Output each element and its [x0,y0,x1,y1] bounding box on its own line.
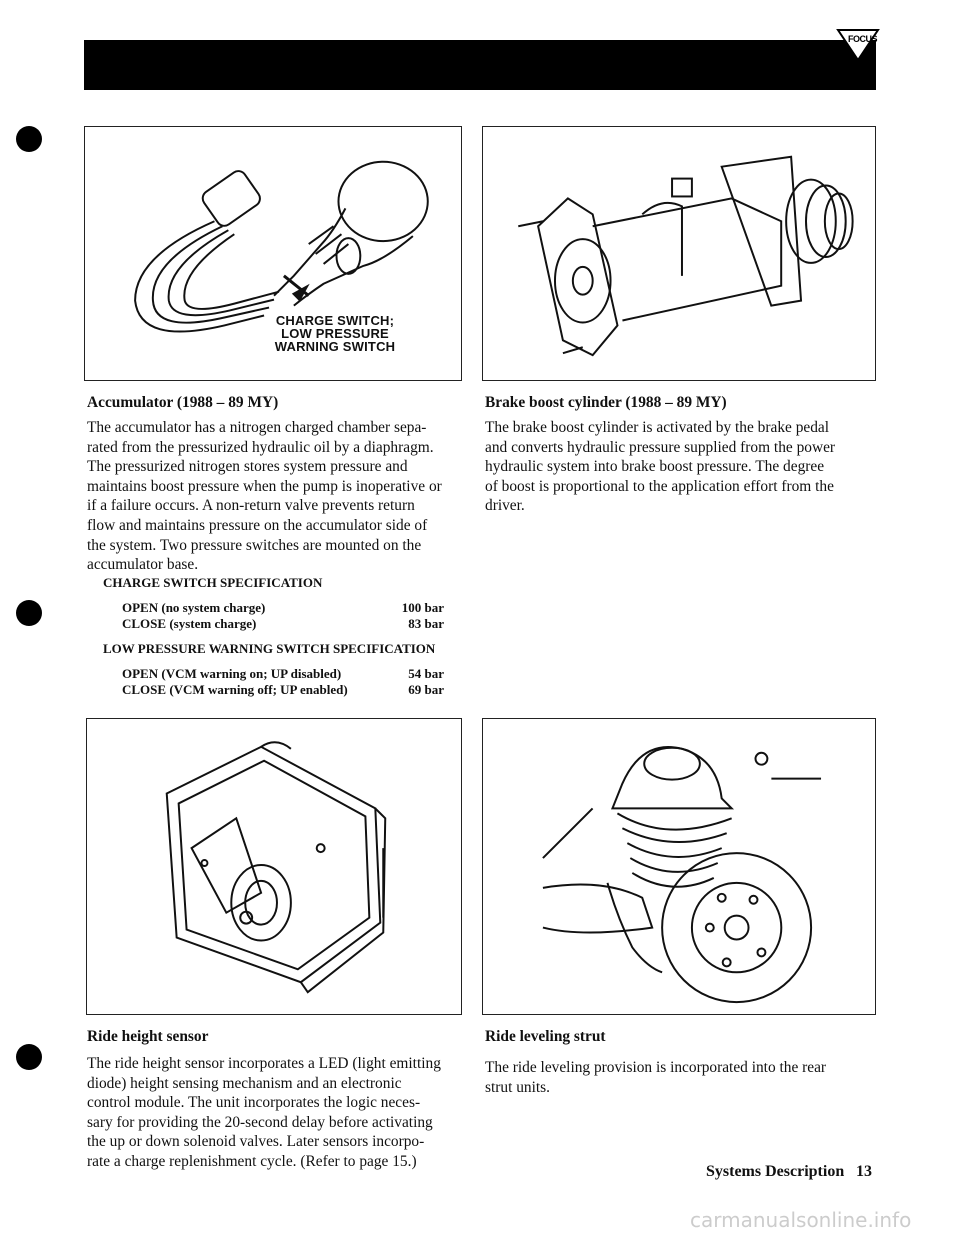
body-line: of boost is proportional to the application effort from the [485,477,834,495]
ride-leveling-heading: Ride leveling strut [485,1028,606,1045]
charge-spec-close-label: CLOSE (system charge) [122,616,257,631]
focus-logo-text: FOCUS [848,34,877,44]
brake-boost-illustration [483,127,875,380]
figure-ride-leveling-strut [482,718,876,1015]
charge-spec-close-value: 83 bar [408,616,444,631]
callout-line-3: WARNING SWITCH [274,339,396,354]
body-line: hydraulic system into brake boost pressure. The degree [485,458,825,476]
body-line: the up or down solenoid valves. Later sensors incorpo- [87,1133,425,1151]
charge-switch-spec-title: CHARGE SWITCH SPECIFICATION [103,575,323,590]
punch-hole-top [16,126,42,152]
brake-boost-body [485,418,880,516]
callout-line-2: LOW PRESSURE [281,326,389,341]
lowp-spec-close-value: 69 bar [408,682,444,697]
charge-spec-open-label: OPEN (no system charge) [122,600,266,615]
ride-height-body [87,1054,467,1172]
body-line: The ride leveling provision is incorporated into the rear [485,1059,827,1076]
figure-ride-height-sensor [86,718,462,1015]
body-line: flow and maintains pressure on the accumulator side of [87,516,428,534]
body-line: control module. The unit incorporates the logic neces- [87,1094,421,1112]
footer-section-title: Systems Description [706,1163,845,1180]
body-line: if a failure occurs. A non-return valve prevents return [87,497,415,515]
lowp-spec-open-label: OPEN (VCM warning on; UP disabled) [122,666,342,681]
body-line: the system. Two pressure switches are mounted on the [87,536,422,554]
figure-accumulator [84,126,462,381]
ride-leveling-strut-illustration [483,719,875,1014]
accumulator-body [87,418,467,575]
ride-height-sensor-illustration [87,719,461,1014]
body-line: maintains boost pressure when the pump is inoperative or [87,477,442,495]
charge-spec-open-value: 100 bar [401,600,444,615]
figure-brake-boost-cylinder [482,126,876,381]
header-bar [84,40,876,90]
body-line: The pressurized nitrogen stores system pressure and [87,458,408,476]
body-line: rate a charge replenishment cycle. (Refer to page 15.) [87,1152,417,1170]
low-pressure-spec-title: LOW PRESSURE WARNING SWITCH SPECIFICATION [103,641,436,656]
body-line: rated from the pressurized hydraulic oil by a diaphragm. [87,438,434,456]
body-line: and converts hydraulic pressure supplied from the power [485,438,836,456]
ride-height-heading: Ride height sensor [87,1028,209,1045]
callout-line-1: CHARGE SWITCH; [275,313,395,328]
brake-boost-heading: Brake boost cylinder (1988 – 89 MY) [485,394,727,411]
body-line: diode) height sensing mechanism and an electronic [87,1074,402,1092]
body-line: sary for providing the 20-second delay before activating [87,1113,433,1131]
body-line: driver. [485,497,525,515]
watermark: carmanualsonline.info [690,1208,912,1232]
accumulator-heading: Accumulator (1988 – 89 MY) [87,394,279,411]
body-line: The ride height sensor incorporates a LED (light emitting [87,1055,441,1072]
body-line: The brake boost cylinder is activated by the brake pedal [485,419,830,436]
body-line: accumulator base. [87,556,199,574]
footer-page-number: 13 [856,1163,872,1180]
punch-hole-middle [16,600,42,626]
punch-hole-bottom [16,1044,42,1070]
focus-logo [836,28,880,62]
lowp-spec-close-label: CLOSE (VCM warning off; UP enabled) [122,682,348,697]
body-line: strut units. [485,1078,550,1096]
body-line: The accumulator has a nitrogen charged chamber sepa- [87,419,427,436]
ride-leveling-body [485,1058,880,1097]
accumulator-callout [271,314,399,353]
lowp-spec-open-value: 54 bar [408,666,444,681]
